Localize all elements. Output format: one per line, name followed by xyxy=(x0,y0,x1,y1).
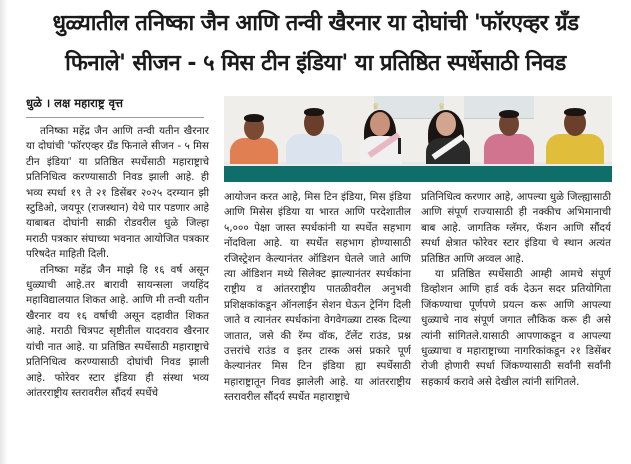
dateline-divider xyxy=(26,117,204,118)
article-paragraph: तनिष्का महेंद्र जैन आणि तन्वी यतीन खैरनार या दोघांची 'फॉरएव्हर ग्रँड फिनाले सीजन - ५ मिस टीन इंडिया' या प्रतिष्ठित स्पर्धेसाठी महाराष्ट्राचे प्रतिनिधित्व करण्यासाठी निवड झाली आहे. ही भव्य स्पर्धा १९ ते २१ डिसेंबर २०२५ दरम्यान झी स्टुडिओ, जयपूर (राजस्थान) येथे पार पडणार आहे याबाबत दोघांनी साक्री रोडवरील धुळे जिल्हा मराठी पत्रकार संघाच्या भवनात आयोजित पत्रकार परिषदेत माहिती दिली. xyxy=(26,125,209,261)
press-conference-photo: ♛ ♛ xyxy=(224,96,612,182)
headline-line-2: फिनाले' सीजन - ५ मिस टीन इंडिया' या प्रतिष्ठित स्पर्धेसाठी निवड xyxy=(65,51,566,76)
dateline: धुळे । लक्ष महाराष्ट्र वृत्त xyxy=(26,96,123,110)
article-column-1 xyxy=(26,124,209,401)
headline-line-1: धुळ्यातील तनिष्का जैन आणि तन्वी खैरनार या दोघांची 'फॉरएव्हर ग्रँड xyxy=(52,11,579,36)
photo-table xyxy=(224,164,612,182)
article-paragraph: या प्रतिष्ठित स्पर्धेसाठी आम्ही आमचे संपूर्ण डिव्होशन आणि हार्ड वर्क देऊन सदर प्रतियोगिता जिंकण्याचा पूर्णपणे प्रयत्न करू आणि आपल्या धुळ्याचे नाव संपूर्ण जगात लौकिक करू ही असे त्यांनी सांगितले.यासाठी आपणाकडून व आपल्या धुळ्याचा व महाराष्ट्राच्या नागरिकांकडून २१ डिसेंबर रोजी होणारी स्पर्धा जिंकण्यासाठी सर्वांनी सर्वांनी सहकार्य करावे असे देखील त्यांनी सांगितले. xyxy=(421,268,611,388)
article-paragraph: तनिष्का महेंद्र जैन माझे हि १६ वर्ष असून धुळ्याची आहे.तर बारावी सायन्सला जयहिंद महाविद्यालयात शिकत आहे. आणि मी तन्वी यतीन खैरनार वय १६ वर्षाची असून दहावीत शिकत आहे. मराठी चित्रपट सृष्टीतील यादवराव खैरनार यांची नात आहे. या प्रतिष्ठित स्पर्धेसाठी महाराष्ट्राचे प्रतिनिधित्व करण्यासाठी दोघांची निवड झाली आहे. फोरेवर स्टार इंडिया ही संस्था भव्य आंतरराष्ट्रीय स्तरावरील सौंदर्य स्पर्धेचे xyxy=(26,263,209,399)
article-paragraph: आयोजन करत आहे, मिस टिन इंडिया, मिस इंडिया आणि मिसेस इंडिया या भारत आणि परदेशातील ५,००० पेक्षा जास्त स्पर्धकांनी या स्पर्धेत सहभाग नोंदविला आहे. या स्पर्धेत सहभाग होण्यासाठी रजिस्ट्रेशन केल्यानंतर ऑडिशन घेतले जाते आणि त्या ऑडिशन मध्ये सिलेक्ट झाल्यानंतर स्पर्धकांना राष्ट्रीय व आंतरराष्ट्रीय पातळीवरील अनुभवी प्रशिक्षकांकडून ऑनलाईन सेशन घेऊन ट्रेनिंग दिली जाते व त्यानंतर स्पर्धकांना वेगवेगळ्या टास्क दिल्या जातात, जसे की रॅम्प वॉक, टॅलेंट राउंड, प्रश्न उत्तरांचे राउंड व इतर टास्क असं प्रकारे पूर्ण केल्यानंतर मिस टिन इंडिया ह्या स्पर्धेसाठी महाराष्ट्रातून निवड झालेली आहे. या आंतरराष्ट्रीय स्तरावरील सौंदर्य स्पर्धेत महाराष्ट्राचे xyxy=(224,191,411,404)
article-column-3 xyxy=(421,190,611,390)
article-column-2 xyxy=(224,190,411,406)
article-paragraph: प्रतिनिधित्व करणार आहे, आपल्या धुळे जिल्ह्यासाठी आणि संपूर्ण राज्यासाठी ही नक्कीच अभिमानाची बाब आहे. जागतिक ग्लॅमर, फॅशन आणि सौंदर्य स्पर्धा क्षेत्रात फोरेवर स्टार इंडिया चे स्थान अत्यंत प्रतिष्ठित आणि अव्वल आहे. xyxy=(421,191,611,265)
headline xyxy=(0,4,631,84)
